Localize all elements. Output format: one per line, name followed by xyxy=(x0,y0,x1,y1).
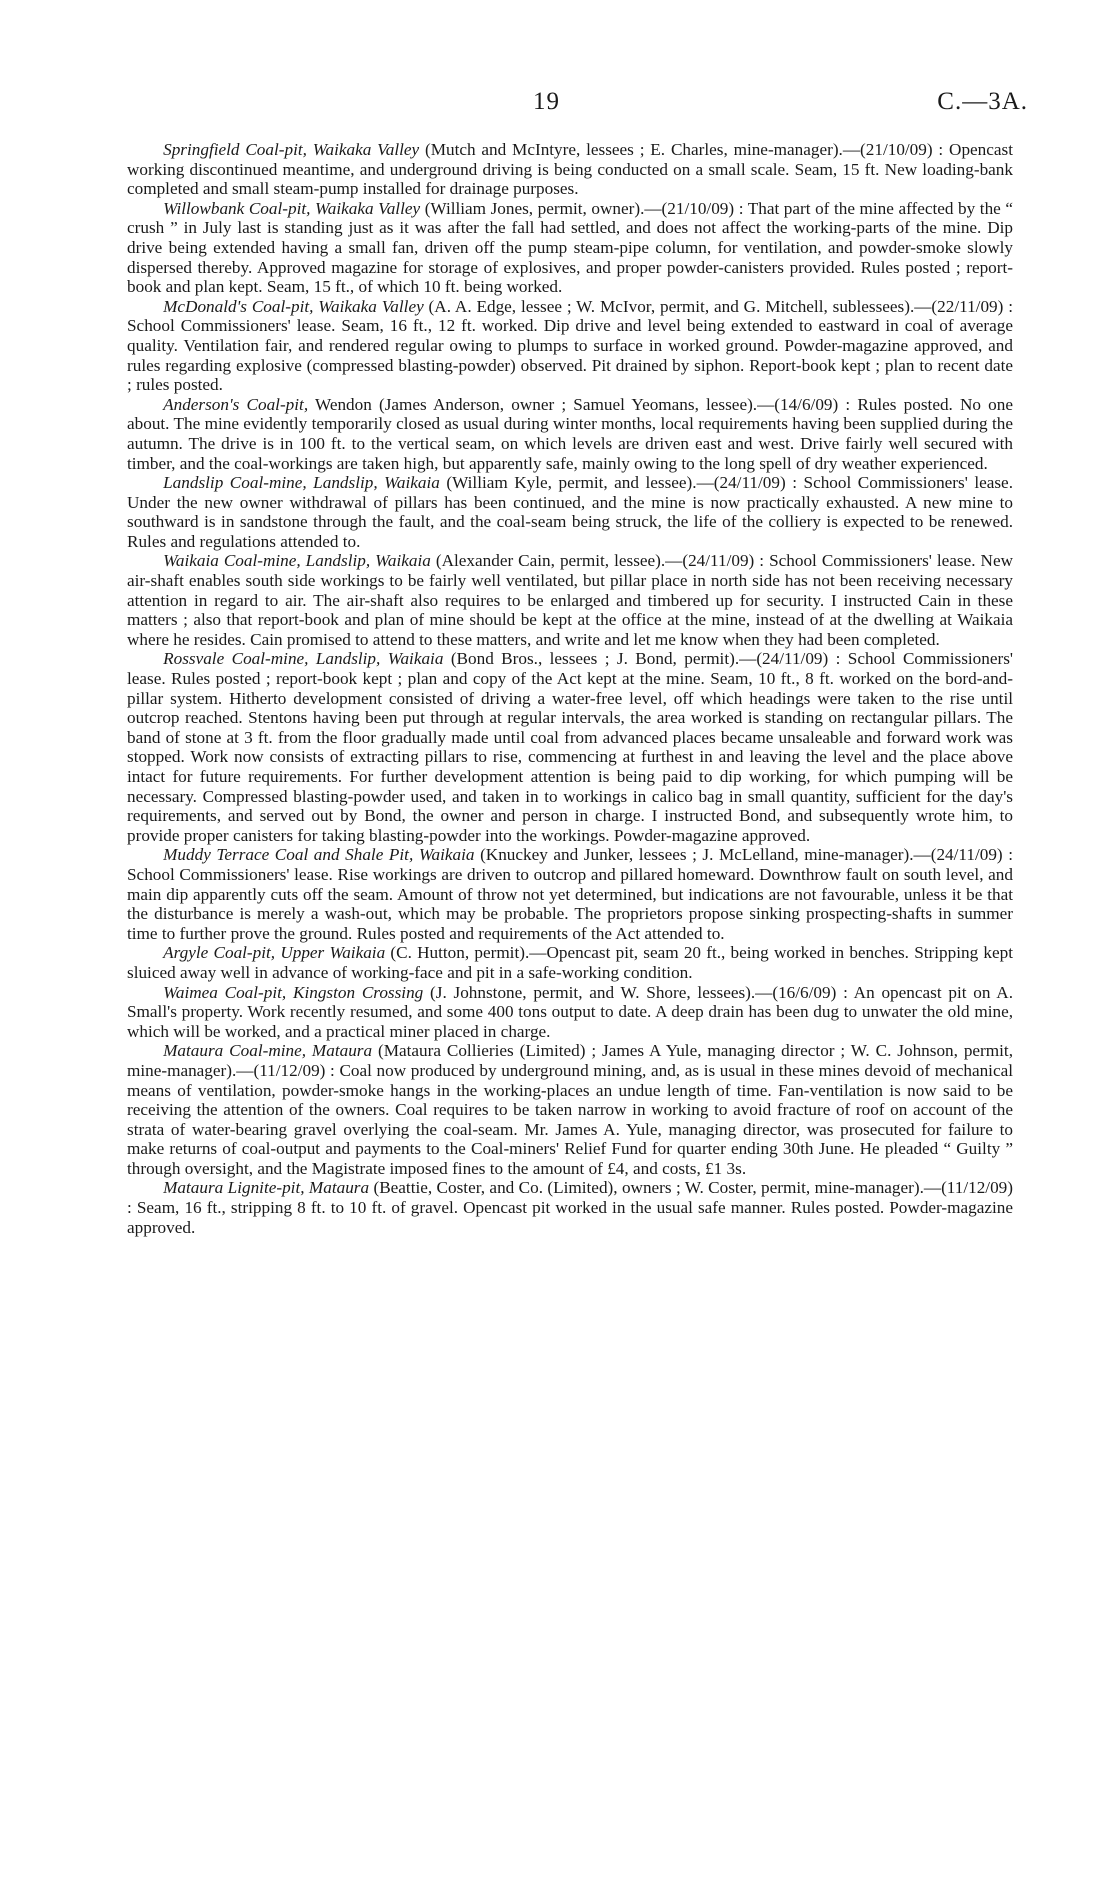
entry-text: Wendon (James Anderson, owner ; Samuel Yeomans, lessee).—(14/6/09) : Rules posted. No one about. The mine evidently temporarily closed as usual during winter months, local requirements having been supplied during the autumn. The drive is in 100 ft. to the vertical seam, on which levels are driven east and west. Drive fairly well secured with timber, and the coal-workings are taken high, but apparently safe, mainly owing to the long spell of dry weather experienced. xyxy=(127,394,1013,473)
entry-text: (Bond Bros., lessees ; J. Bond, permit).—(24/11/09) : School Commissioners' lease. Rules posted ; report-book kept ; plan and copy of the Act kept at the mine. Seam, 10 ft., 8 ft. worked on the bord-and-pillar system. Hitherto development consisted of driving a water-free level, off which headings were taken to the rise until outcrop reached. Stentons having been put through at regular intervals, the area worked is standing on rectangular pillars. The band of stone at 3 ft. from the floor gradually made until coal from advanced places became unsaleable and forward work was stopped. Work now consists of extracting pillars to rise, commencing at furthest in and leaving the level and the place above intact for future requirements. For further development attention is being paid to dip working, for which pumping will be necessary. Compressed blasting-powder used, and taken in to workings in calico bag in small quantity, sufficient for the day's requirements, and served out by Bond, the owner and person in charge. I instructed Bond, and subsequently wrote him, to provide proper canisters for taking blasting-powder into the workings. Powder-magazine approved. xyxy=(127,649,1013,845)
entry-mataura-lignite xyxy=(127,1178,1013,1237)
entry-mataura-coal xyxy=(127,1041,1013,1178)
entry-text: (J. Johnstone, permit, and W. Shore, lessees).—(16/6/09) : An opencast pit on A. Small's property. Work recently resumed, and some 400 tons output to date. A deep drain has been dug to unwater the old mine, which will be worked, and a practical miner placed in charge. xyxy=(127,982,1013,1041)
entry-name: Argyle Coal-pit, Upper Waikaia xyxy=(163,943,386,963)
entry-text: (William Jones, permit, owner).—(21/10/09) : That part of the mine affected by the “ crush ” in July last is standing just as it was after the fall had settled, and does not affect the working-parts of the mine. Dip drive being extended having a small fan, driven off the pump steam-pipe column, for ventilation, and powder-smoke slowly dispersed thereby. Approved magazine for storage of explosives, and proper powder-canisters provided. Rules posted ; report-book and plan kept. Seam, 15 ft., of which 10 ft. being worked. xyxy=(127,198,1013,297)
entry-rossvale xyxy=(127,649,1013,845)
entry-name: Landslip Coal-mine, Landslip, Waikaia xyxy=(163,473,440,493)
entry-willowbank xyxy=(127,199,1013,297)
report-body xyxy=(127,140,1013,1237)
entry-name: Anderson's Coal-pit, xyxy=(163,394,309,414)
entry-text: (Mataura Collieries (Limited) ; James A Yule, managing director ; W. C. Johnson, permit, mine-manager).—(11/12/09) : Coal now produced by underground mining, and, as is usual in these mines devoid of mechanical means of ventilation, powder-smoke hangs in the working-places an undue length of time. Fan-ventilation is now said to be receiving the attention of the owners. Coal requires to be taken narrow in working to avoid fracture of roof on account of the strata of water-bearing gravel overlying the coal-seam. Mr. James A. Yule, managing director, was prosecuted for failure to make returns of coal-output and payments to the Coal-miners' Relief Fund for quarter ending 30th June. He pleaded “ Guilty ” through oversight, and the Magistrate imposed fines to the amount of £4, and costs, £1 3s. xyxy=(127,1041,1013,1178)
entry-muddy-terrace xyxy=(127,845,1013,943)
page-header xyxy=(0,88,1114,128)
entry-text: (C. Hutton, permit).—Opencast pit, seam 20 ft., being worked in benches. Stripping kept sluiced away well in advance of working-face and pit in a safe-working condition. xyxy=(127,943,1013,982)
entry-landslip xyxy=(127,473,1013,551)
entry-name: Waimea Coal-pit, Kingston Crossing xyxy=(163,982,424,1002)
entry-name: Springfield Coal-pit, Waikaka Valley xyxy=(163,140,420,159)
entry-name: McDonald's Coal-pit, Waikaka Valley xyxy=(163,296,424,316)
entry-waikaia xyxy=(127,551,1013,649)
entry-name: Willowbank Coal-pit, Waikaka Valley xyxy=(163,198,421,218)
entry-argyle xyxy=(127,943,1013,982)
entry-name: Rossvale Coal-mine, Landslip, Waikaia xyxy=(163,649,444,669)
entry-text: (Beattie, Coster, and Co. (Limited), owners ; W. Coster, permit, mine-manager).—(11/12/09) : Seam, 16 ft., stripping 8 ft. to 10 ft. of gravel. Opencast pit worked in the usual safe manner. Rules posted. Powder-magazine approved. xyxy=(127,1178,1013,1237)
entry-text: (A. A. Edge, lessee ; W. McIvor, permit, and G. Mitchell, sublessees).—(22/11/09) : School Commissioners' lease. Seam, 16 ft., 12 ft. worked. Dip drive and level being extended to eastward in coal of average quality. Ventilation fair, and rendered regular owing to plumps to surface in worked ground. Powder-magazine approved, and rules regarding explosive (compressed blasting-powder) observed. Pit drained by siphon. Report-book kept ; plan to recent date ; rules posted. xyxy=(127,296,1013,395)
entry-mcdonalds xyxy=(127,297,1013,395)
page-number: 19 xyxy=(533,88,560,115)
entry-name: Waikaia Coal-mine, Landslip, Waikaia xyxy=(163,551,431,571)
entry-name: Mataura Lignite-pit, Mataura xyxy=(163,1178,370,1198)
entry-springfield xyxy=(127,140,1013,199)
entry-andersons xyxy=(127,395,1013,473)
entry-text: (Knuckey and Junker, lessees ; J. McLelland, mine-manager).—(24/11/09) : School Commissioners' lease. Rise workings are driven to outcrop and pillared homeward. Downthrow fault on south level, and main dip apparently cuts off the seam. Amount of throw not yet determined, but indications are not favourable, unless it be that the disturbance is merely a wash-out, which may be probable. The proprietors propose sinking prospecting-shafts in summer time to further prove the ground. Rules posted and requirements of the Act attended to. xyxy=(127,845,1013,943)
entry-name: Mataura Coal-mine, Mataura xyxy=(163,1041,373,1061)
entry-waimea xyxy=(127,983,1013,1042)
entry-name: Muddy Terrace Coal and Shale Pit, Waikaia xyxy=(163,845,475,865)
entry-text: (William Kyle, permit, and lessee).—(24/11/09) : School Commissioners' lease. Under the new owner withdrawal of pillars has been continued, and the mine is now practically exhausted. A new mine to southward is in sandstone through the fault, and the coal-seam being struck, the life of the colliery is expected to be renewed. Rules and regulations attended to. xyxy=(127,473,1013,551)
entry-text: (Mutch and McIntyre, lessees ; E. Charles, mine-manager).—(21/10/09) : Opencast working discontinued meantime, and underground driving is being conducted on a small scale. Seam, 15 ft. New loading-bank completed and small steam-pump installed for drainage purposes. xyxy=(127,140,1013,199)
entry-text: (Alexander Cain, permit, lessee).—(24/11/09) : School Commissioners' lease. New air-shaft enables south side workings to be fairly well ventilated, but pillar place in north side has not been receiving necessary attention in regard to air. The air-shaft also requires to be enlarged and timbered up for security. I instructed Cain in these matters ; also that report-book and plan of mine should be kept at the office at the mine, instead of at the dwelling at Waikaia where he resides. Cain promised to attend to these matters, and write and let me know when they had been completed. xyxy=(127,551,1013,649)
document-reference: C.—3A. xyxy=(937,88,1028,115)
